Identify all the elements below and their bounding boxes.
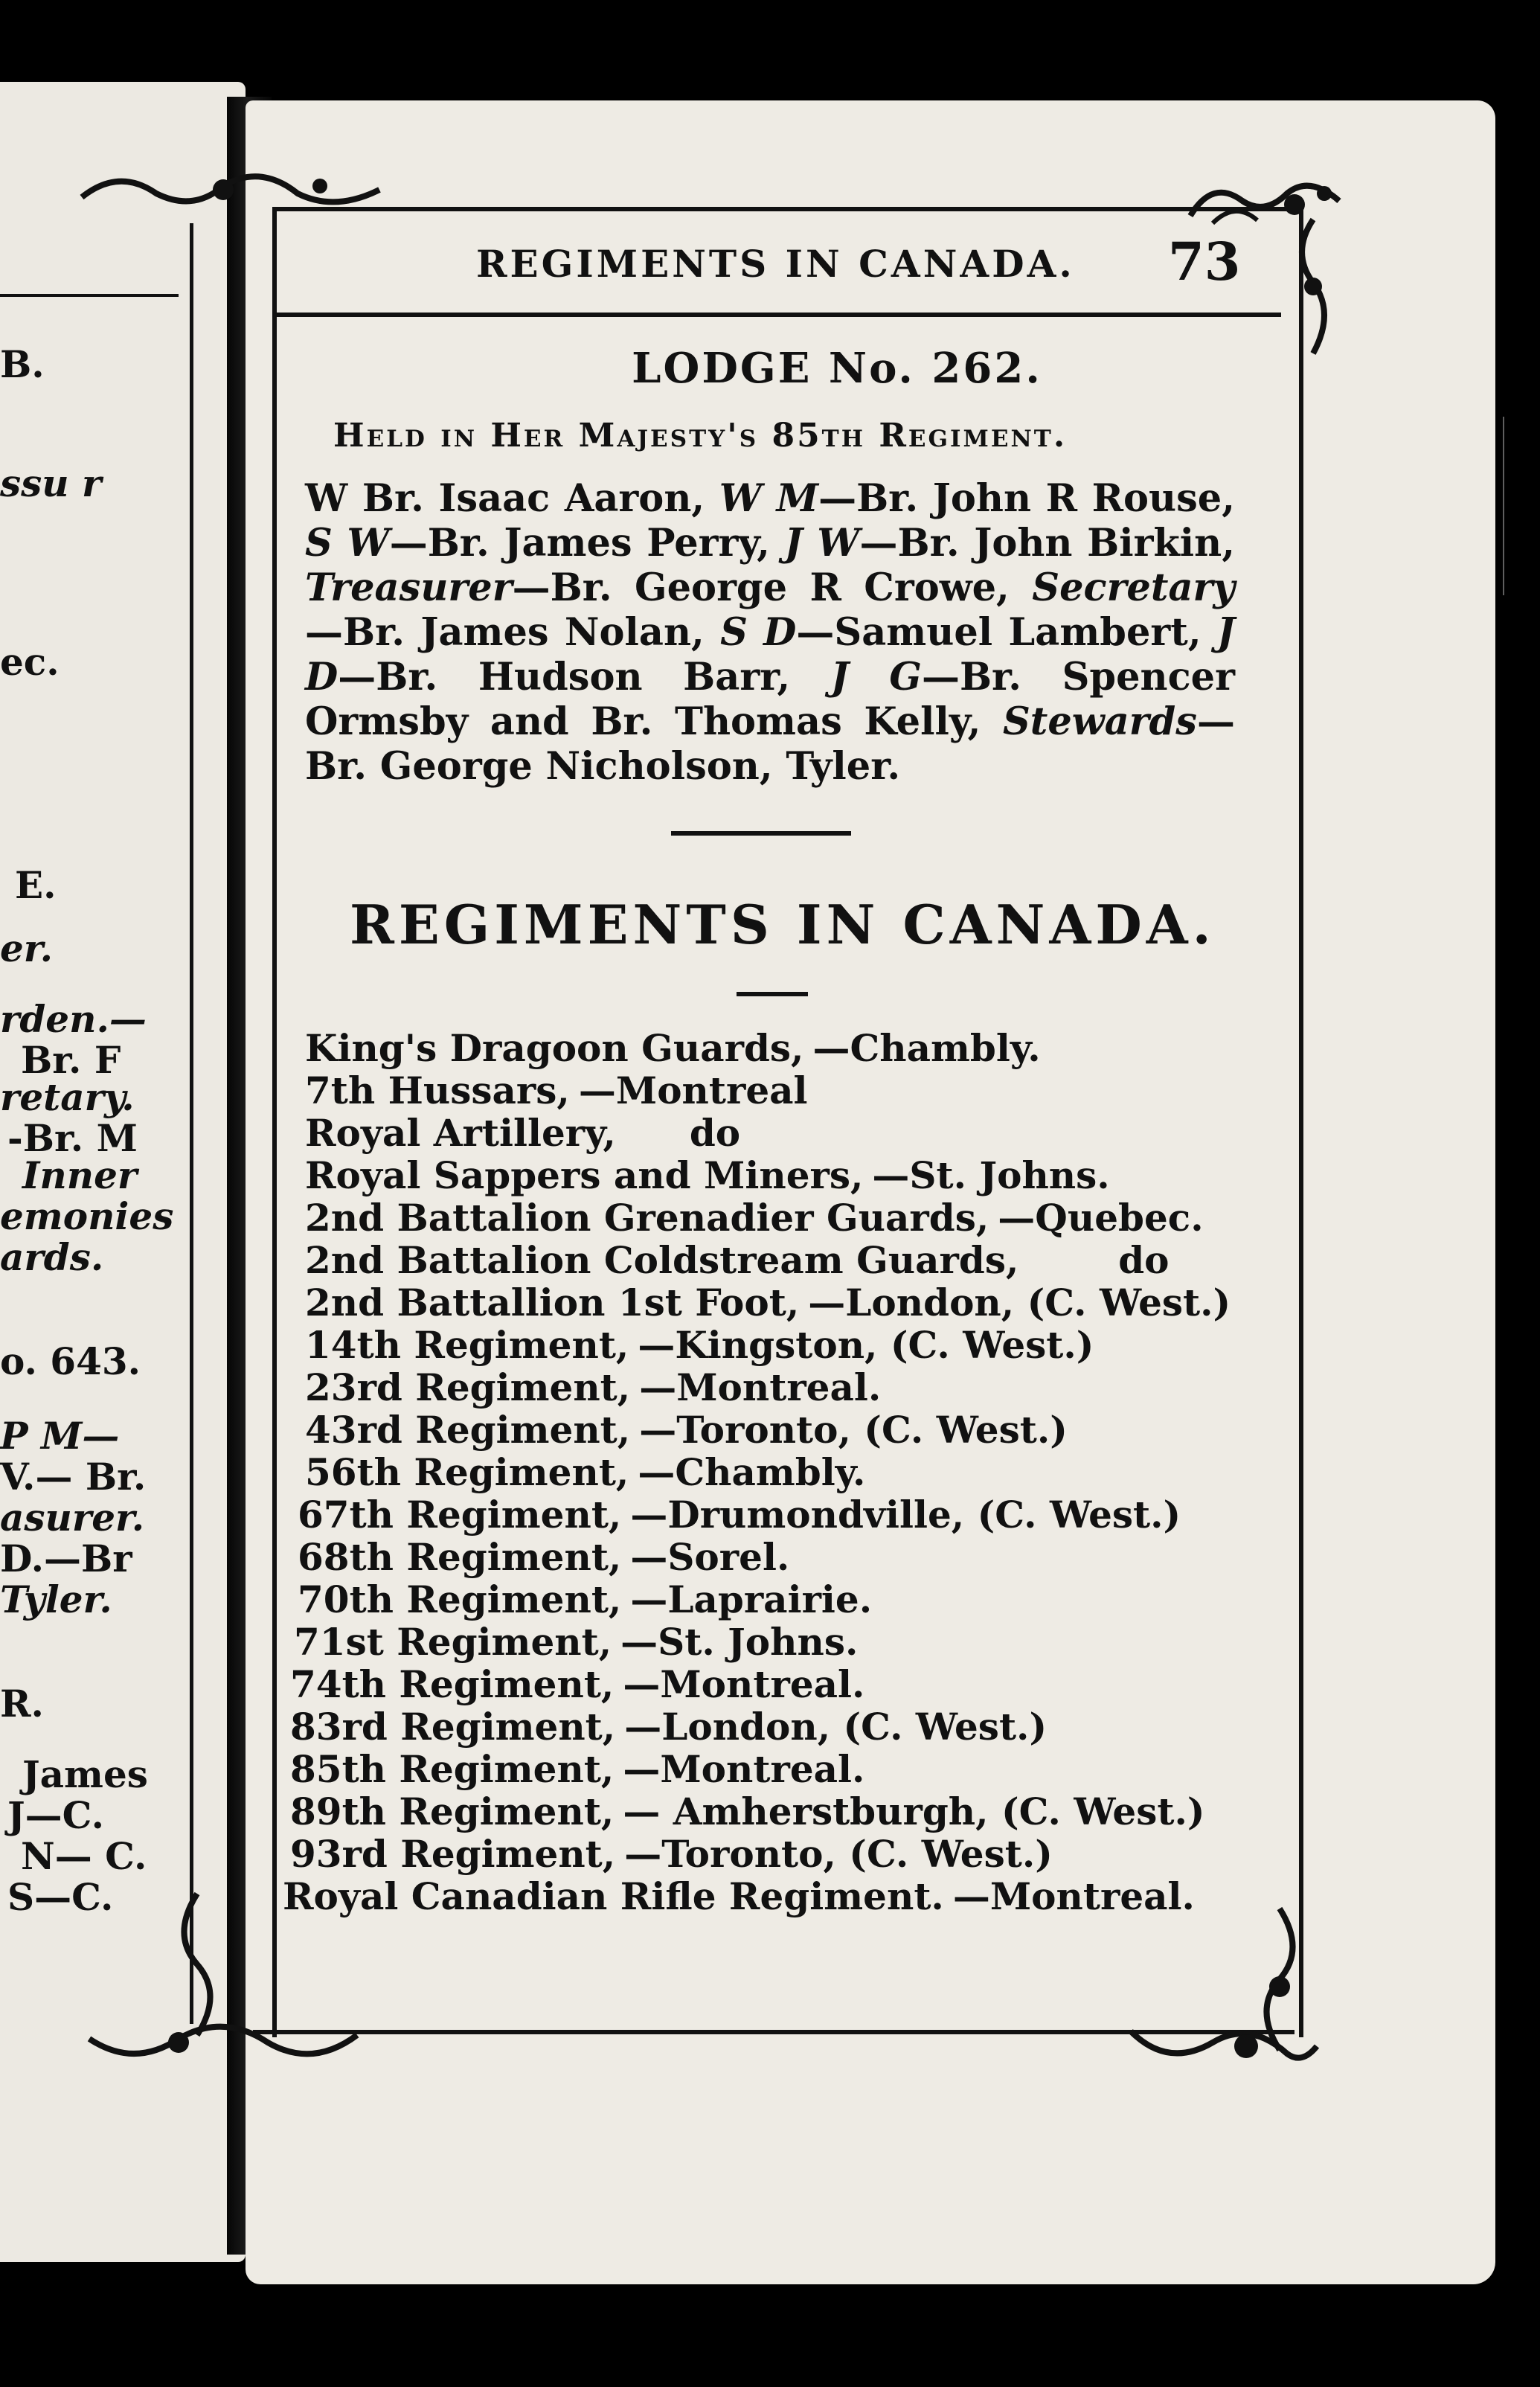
left-page-line: o. 643. — [0, 1339, 141, 1383]
officer-title: J D — [305, 610, 1235, 699]
left-page-line: V.— Br. — [0, 1455, 147, 1499]
officer-name-text: —Br. John R Rouse, — [818, 476, 1235, 521]
officer-name-text: —Br. George R Crowe, — [512, 565, 1033, 610]
officer-name-text: —Br. George Nicholson, Tyler. — [305, 699, 1235, 789]
regiment-unit: 85th Regiment, — [290, 1747, 615, 1791]
regiment-location: —Montreal — [578, 1068, 808, 1112]
regiment-entry — [283, 1239, 1265, 1281]
regiment-unit: 14th Regiment, — [305, 1323, 629, 1367]
regiment-location: —Chambly. — [638, 1450, 866, 1494]
left-page-line: D.—Br — [0, 1537, 132, 1580]
regiment-unit: King's Dragoon Guards, — [305, 1026, 804, 1070]
officer-title: Treasurer — [305, 565, 513, 610]
left-page-line: J—C. — [7, 1793, 104, 1837]
left-page-line: Br. F — [21, 1038, 121, 1082]
regiment-location: —Montreal. — [952, 1874, 1195, 1918]
left-page-line: B. — [0, 342, 45, 386]
officer-name-text: —Br. Hudson Barr, — [338, 655, 831, 699]
regiment-entry — [283, 1875, 1265, 1917]
left-page-line: Inner — [22, 1153, 138, 1197]
section-title: REGIMENTS IN CANADA. — [350, 893, 1216, 956]
left-page-line: emonies — [0, 1194, 174, 1238]
regiment-entry — [283, 1705, 1265, 1748]
ornament-icon — [167, 1890, 227, 2039]
left-page-line: E. — [15, 863, 57, 907]
regiment-unit: 2nd Battalion Grenadier Guards, — [305, 1196, 989, 1240]
left-page-line: R. — [0, 1682, 44, 1726]
regiment-unit: Royal Artillery, — [305, 1111, 616, 1155]
regiment-location: —Montreal. — [639, 1365, 882, 1409]
regiment-entry — [283, 1196, 1265, 1239]
regiment-entry — [283, 1154, 1265, 1196]
officer-title: W M — [719, 476, 819, 521]
regiment-unit: 68th Regiment, — [298, 1535, 622, 1579]
regiment-entry — [283, 1324, 1265, 1366]
ornament-icon — [1250, 1905, 1309, 2054]
officer-name-text: W Br. Isaac Aaron, — [305, 476, 719, 521]
regiment-entry — [283, 1536, 1265, 1578]
regiment-location: —Montreal. — [623, 1662, 865, 1706]
officer-title: S W — [305, 521, 390, 565]
regiment-location: do — [1027, 1238, 1170, 1282]
page-frame-top — [272, 207, 1294, 211]
ornament-icon — [74, 160, 387, 220]
regiment-location: —Chambly. — [812, 1026, 1041, 1070]
left-page-line: ssu r — [0, 461, 102, 505]
regiment-location: —Toronto, (C. West.) — [624, 1832, 1053, 1876]
regiment-location: —St. Johns. — [620, 1620, 859, 1664]
regiment-location: —Montreal. — [623, 1747, 865, 1791]
regiment-entry — [283, 1451, 1265, 1493]
officer-title: Secretary — [1032, 565, 1235, 610]
officer-title: J G — [830, 655, 922, 699]
left-page-line: asurer. — [0, 1496, 145, 1539]
regiment-unit: 67th Regiment, — [298, 1493, 622, 1537]
regiment-location: —Toronto, (C. West.) — [639, 1408, 1068, 1452]
lodge-title: LODGE No. 262. — [632, 344, 1042, 393]
left-page-line: P M— — [0, 1414, 120, 1458]
officer-name-text: —Br. Spencer Ormsby and Br. Thomas Kelly, — [305, 655, 1235, 744]
officer-name-text: —Samuel Lambert, — [796, 610, 1217, 655]
left-page-line: James — [22, 1752, 148, 1796]
regiment-entry — [283, 1069, 1265, 1112]
regiment-unit: 43rd Regiment, — [305, 1408, 631, 1452]
regiment-entry — [283, 1663, 1265, 1705]
regiment-unit: 83rd Regiment, — [290, 1705, 616, 1749]
officer-name-text: —Br. James Perry, — [389, 521, 785, 565]
left-page-header-rule — [0, 294, 179, 297]
regiment-unit: 2nd Battalion Coldstream Guards, — [305, 1238, 1019, 1282]
regiment-unit: 2nd Battallion 1st Foot, — [305, 1281, 800, 1324]
regiment-location: —Laprairie. — [630, 1577, 873, 1621]
regiment-unit: 23rd Regiment, — [305, 1365, 631, 1409]
regiment-entry — [283, 1833, 1265, 1875]
regiment-location: —Sorel. — [630, 1535, 790, 1579]
officer-title: J W — [784, 521, 860, 565]
left-page-line: S—C. — [7, 1875, 114, 1919]
officer-title: Stewards — [1002, 699, 1197, 744]
regiment-location: — Amherstburgh, (C. West.) — [623, 1790, 1205, 1833]
left-page-line: ec. — [0, 640, 60, 684]
section-divider — [671, 831, 851, 836]
left-page-line: retary. — [0, 1075, 135, 1119]
page-number: 73 — [1168, 231, 1241, 292]
regiment-location: —Quebec. — [998, 1196, 1204, 1240]
officer-name-text: —Br. John Birkin, — [859, 521, 1235, 565]
regiment-entry — [283, 1578, 1265, 1621]
regiment-location: —Drumondville, (C. West.) — [630, 1493, 1181, 1537]
left-page-line: rden.— — [0, 997, 147, 1041]
section-title-rule — [737, 992, 808, 996]
left-page-line: Tyler. — [0, 1577, 112, 1621]
officer-name-text: —Br. James Nolan, — [305, 610, 721, 655]
left-page-line: ards. — [0, 1235, 104, 1279]
regiment-entry — [283, 1493, 1265, 1536]
left-page-line: er. — [0, 926, 53, 970]
regiment-entry — [283, 1409, 1265, 1451]
regiment-entry — [283, 1281, 1265, 1324]
regiment-unit: 70th Regiment, — [298, 1577, 622, 1621]
regiment-unit: 93rd Regiment, — [290, 1832, 616, 1876]
left-page-line: -Br. M — [7, 1116, 138, 1160]
regiment-unit: Royal Canadian Rifle Regiment. — [283, 1874, 944, 1918]
left-page-line: N— C. — [21, 1834, 147, 1878]
regiment-location: —St. Johns. — [872, 1153, 1110, 1197]
regiment-entry — [283, 1112, 1265, 1154]
regiment-unit: 89th Regiment, — [290, 1790, 615, 1833]
page-edge-mark — [1503, 417, 1534, 595]
regiment-location: —London, (C. West.) — [624, 1705, 1047, 1749]
regiment-location: —London, (C. West.) — [808, 1281, 1231, 1324]
regiment-unit: 56th Regiment, — [305, 1450, 629, 1494]
regiment-location: —Kingston, (C. West.) — [638, 1323, 1094, 1367]
regiment-entry — [283, 1027, 1265, 1069]
regiment-list — [283, 1027, 1265, 1917]
officer-title: S D — [720, 610, 797, 655]
regiment-unit: Royal Sappers and Miners, — [305, 1153, 864, 1197]
header-rule — [277, 313, 1281, 317]
running-header: REGIMENTS IN CANADA. — [476, 242, 1075, 286]
regiment-unit: 71st Regiment, — [294, 1620, 612, 1664]
lodge-officers — [305, 476, 1235, 789]
ornament-icon — [1287, 216, 1339, 357]
regiment-entry — [283, 1790, 1265, 1833]
regiment-unit: 74th Regiment, — [290, 1662, 615, 1706]
regiment-location: do — [624, 1111, 741, 1155]
lodge-subtitle: Held in Her Majesty's 85th Regiment. — [333, 417, 1068, 455]
regiment-entry — [283, 1748, 1265, 1790]
regiment-entry — [283, 1621, 1265, 1663]
regiment-entry — [283, 1366, 1265, 1409]
regiment-unit: 7th Hussars, — [305, 1068, 570, 1112]
